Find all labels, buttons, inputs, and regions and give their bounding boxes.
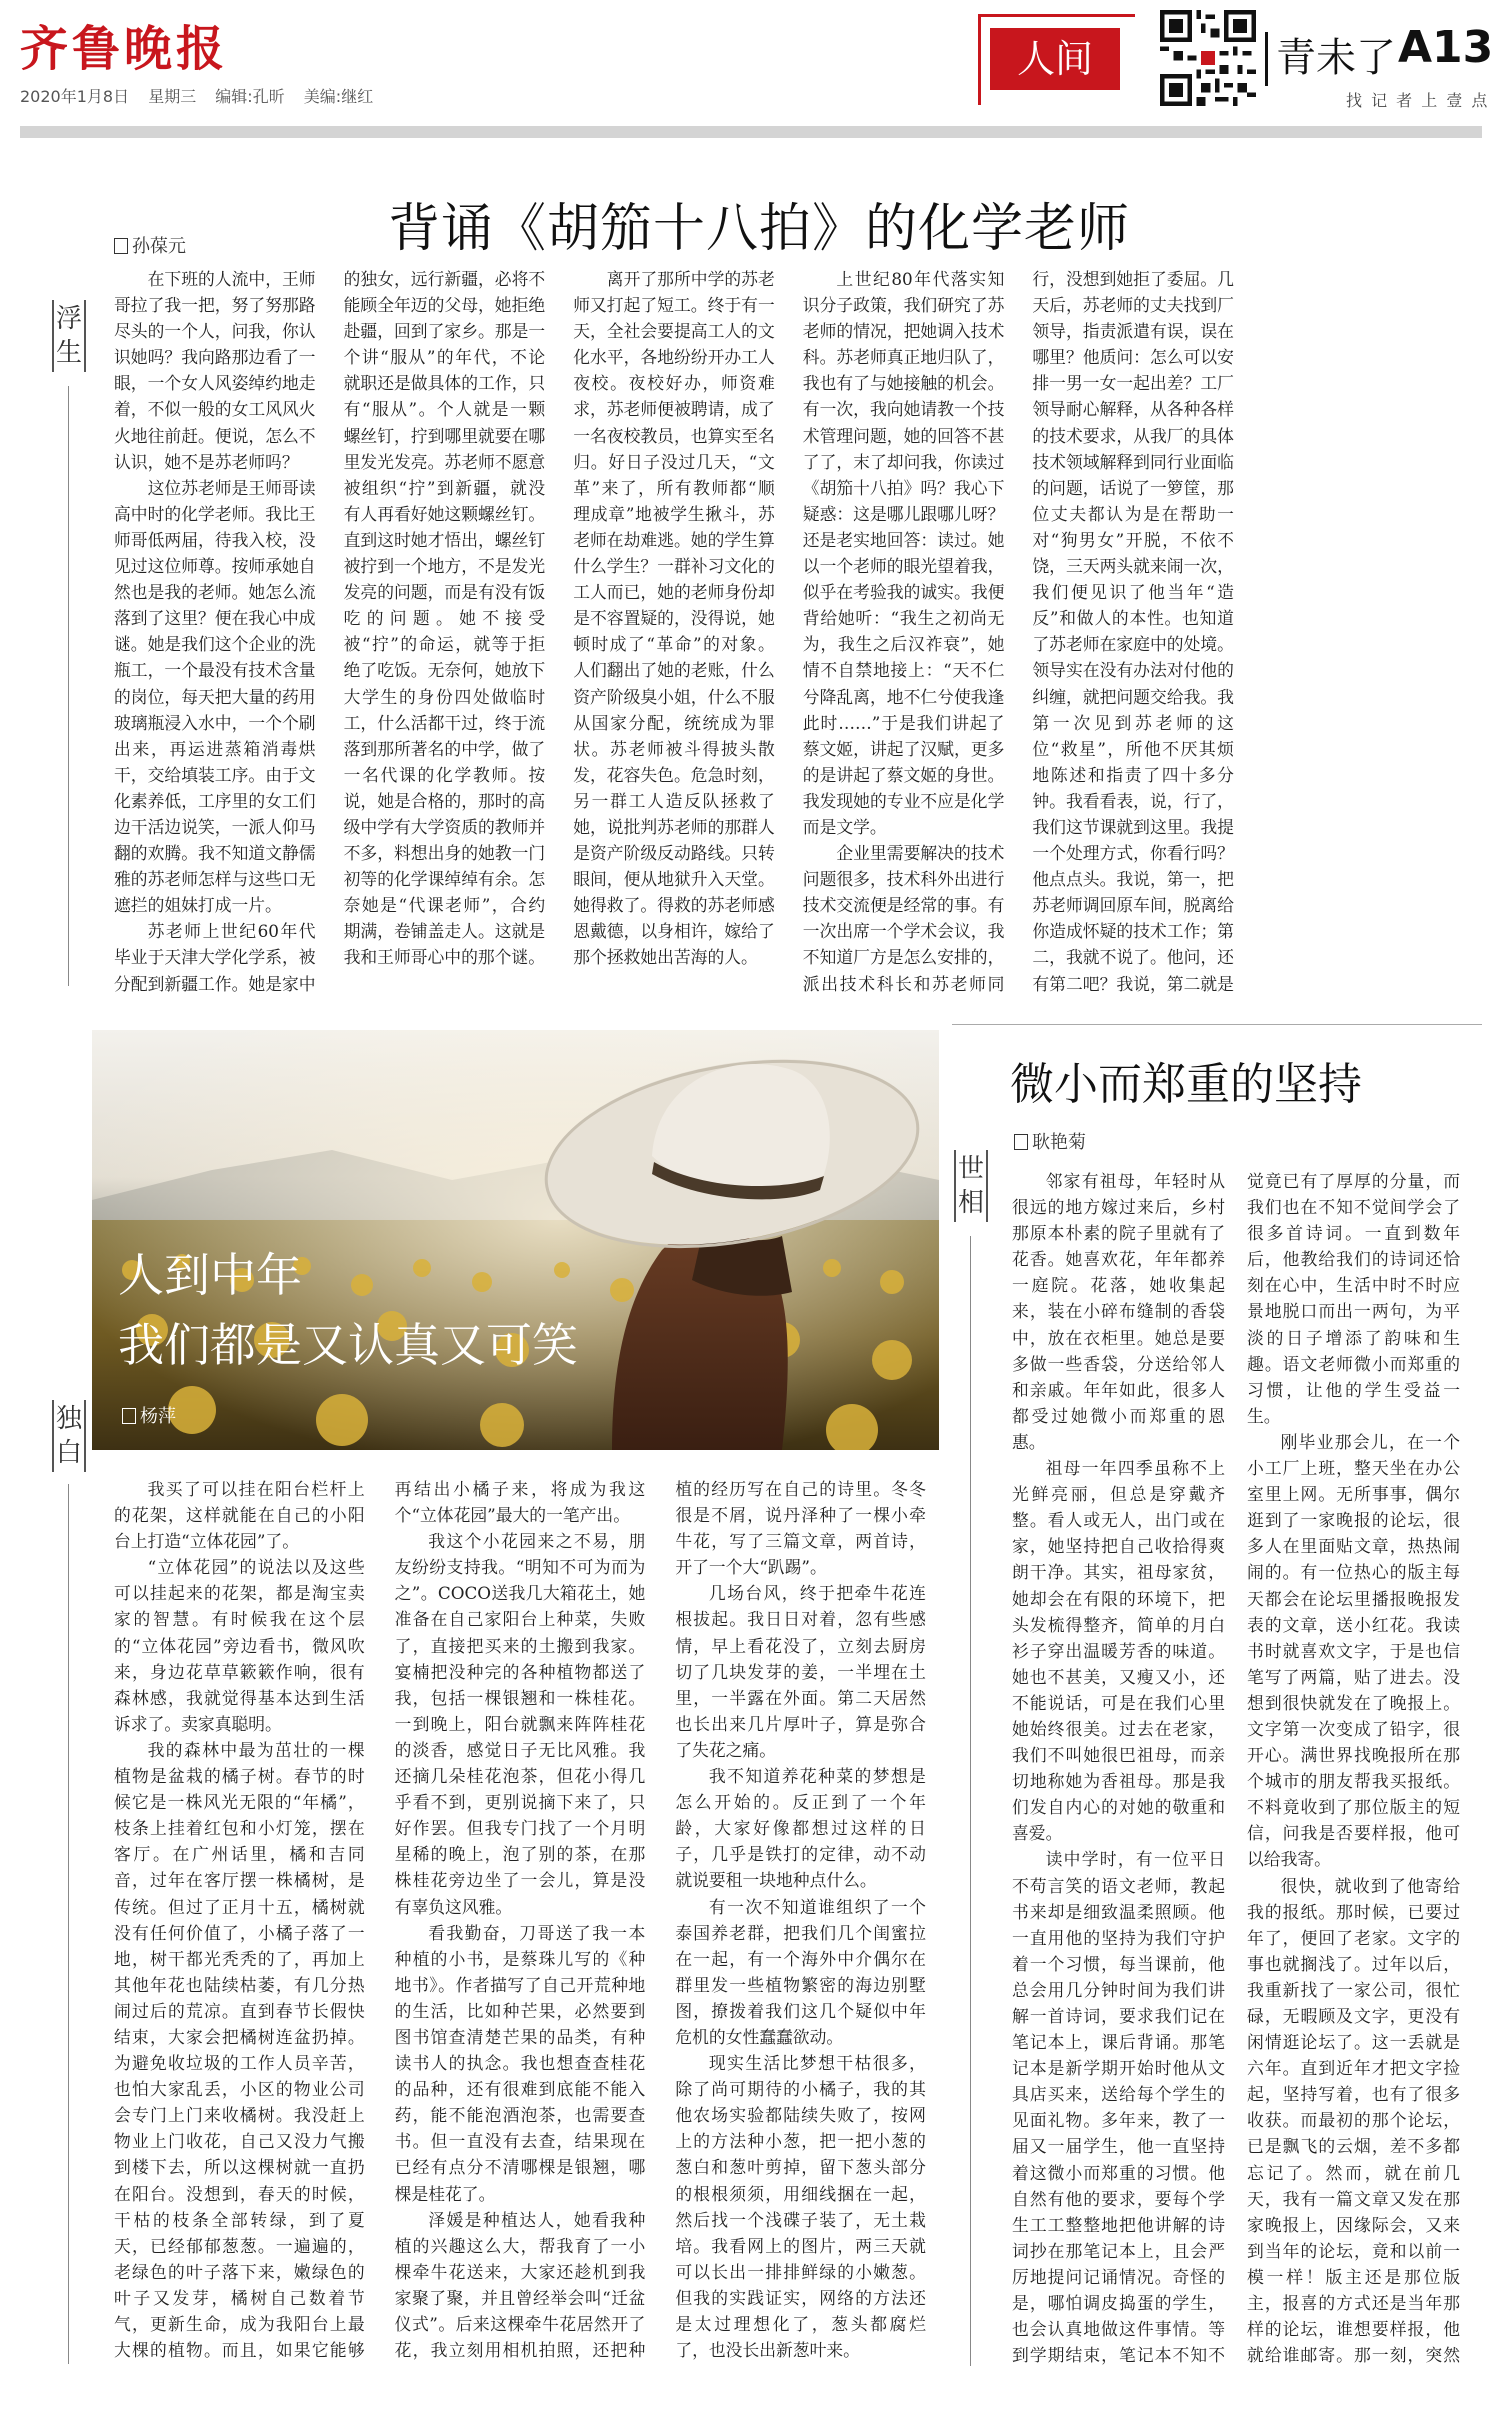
- article2-paragraph: 看我勤奋，刀哥送了我一本种植的小书，是蔡珠儿写的《种地书》。作者描写了自己开荒种地的生活，比如种芒果，必然要到图书馆查清楚芒果的品类，有种读书人的执念。我也想查查桂花的品种，还有很难到底能不能入药，能不能泡酒泡茶，也需要查书。但一直没有去查，结果现在已经有点分不清哪棵是银翘，哪棵是桂花了。: [394, 1922, 646, 2204]
- issue-weekday: 星期三: [148, 87, 197, 106]
- page-number: A13: [1398, 22, 1494, 73]
- article2-title-line2: 我们都是又认真又可笑: [118, 1318, 578, 1372]
- article1-column-rule: [68, 386, 69, 986]
- article3-paragraph: 刚毕业那会儿，在一个小工厂上班，整天坐在办公室里上网。无所事事，偶尔逛到了一家晚报的论坛，很多人在里面贴文章，热热闹闹的。有一位热心的版主每天都会在论坛里播报晚报发表的文章，送小红花。我读书时就喜欢文字，于是也信笔写了两篇，贴了进去。没想到很快就发在了晚报上。文字第一次变成了铅字，很开心。满世界找晚报所在那个城市的朋友帮我买报纸。不料竟收到了那位版主的短信，问我是否要样报，他可以给我寄。: [1247, 1431, 1460, 1870]
- article2-paragraph: 我不知道养花种菜的梦想是怎么开始的。反正到了一个年龄，大家好像都想过这样的日子，几乎是铁打的定律，动不动就说要租一块地种点什么。: [675, 1766, 926, 1891]
- article1-paragraph: 苏老师上世纪60年代毕业于天津大学化学系，被分配到新疆工作。她是家中的独女，远行新疆，必将不能顾全年迈的父母，她拒绝赴疆，回到了家乡。那是一个讲“服从”的年代，不论就职还是做具体的工作，只有“服从”。个人就是一颗螺丝钉，拧到哪里就要在哪里发光发亮。苏老师不愿意被组织“拧”到新疆，就没有人再看好她这颗螺丝钉。直到这时她才悟出，螺丝钉被拧到一个地方，不是发光发亮的问题，而是有没有饭吃的问题。她不接受被“拧”的命运，就等于拒绝了吃饭。无奈何，她放下大学生的身份四处做临时工，什么活都干过，终于流落到那所著名的中学，做了一名代课的化学教师。按说，她是合格的，那时的高级中学有大学资质的教师并不多，料想出身的她教一门初等的化学课绰绰有余。怎奈她是“代课老师”，合约期满，卷铺盖走人。这就是我和王师哥心中的那个谜。: [114, 269, 546, 994]
- page-section-title: 青未了: [1276, 35, 1396, 81]
- page-title-separator: [1265, 32, 1268, 86]
- article3-paragraph: 读中学时，有一位平日不苟言笑的语文老师，教起书来却是细致温柔照顾。他一直用他的坚持为我们守护着一个习惯，每当课前，他总会用几分钟时间为我们讲解一首诗词，要求我们记在笔记本上，课后背诵。那笔记本是新学期开始时他从文具店买来，送给每个学生的见面礼物。多年来，教了一届又一届学生，他一直坚持着这微小而郑重的习惯。他自然有他的要求，要每个学生工工整整地把他讲解的诗词抄在那笔记本上，且会严厉地提问记诵情况。奇怪的是，哪怕调皮捣蛋的学生，也会认真地做这件事情。等到学期结束，笔记本不知不觉竟已有了厚厚的分量，而我们也在不知不觉间学会了很多首诗词。一直到数年后，他教给我们的诗词还恰刻在心中，生活中时不时应景地脱口而出一两句，为平淡的日子增添了韵味和生趣。语文老师微小而郑重的习惯，让他的学生受益一生。: [1012, 1171, 1460, 2366]
- article2-column-tag: 独白: [52, 1400, 86, 1472]
- article3-column-rule: [970, 1236, 971, 2366]
- article3-paragraph: 祖母一年四季虽称不上光鲜亮丽，但总是穿戴齐整。看人或无人，出门或在家，她坚持把自己收拾得爽朗干净。其实，祖母家贫，她却会在有限的环境下，把头发梳得整齐，简单的月白衫子穿出温暖芳香的味道。她也不甚美，又瘦又小，还不能说话，可是在我们心里她始终很美。过去在老家，我们不叫她很巴祖母，而亲切地称她为香祖母。那是我们发自内心的对她的敬重和喜爱。: [1012, 1458, 1225, 1844]
- article1-paragraph: 这位苏老师是王师哥读高中时的化学老师。我比王师哥低两届，待我入校，没见过这位师尊。按师承她自然也是我的老师。她怎么流落到了这里？便在我心中成谜。她是我们这个企业的洗瓶工，一个最没有技术含量的岗位，每天把大量的药用玻璃瓶浸入水中，一个个刷出来，再运进蒸箱消毒烘干，交给填装工序。由于文化素养低，工序里的女工们边干活边说笑，一派人仰马翻的欢腾。我不知道文静儒雅的苏老师怎样与这些口无遮拦的姐妹打成一片。: [114, 477, 316, 916]
- article1-byline: 孙葆元: [114, 232, 186, 258]
- article2-title-line1: 人到中年: [118, 1248, 302, 1302]
- article2-paragraph: 泽媛是种植达人，她看我种植的兴趣这么大，帮我育了一小棵牵牛花送来，大家还趁机到我家聚了聚，并且曾经举会叫“迁盆仪式”。后来这棵牵牛花居然开了花，我立刻用相机拍照，还把种植的经历写在自己的诗里。冬冬很是不屑，说丹泽种了一棵小牵牛花，写了三篇文章，两首诗，开了一个大“趴踢”。: [394, 1479, 926, 2361]
- article3-title: 微小而郑重的坚持: [1010, 1059, 1362, 1110]
- article1-paragraph: 企业里需要解决的技术问题很多，技术科外出进行技术交流便是经常的事。有一次出席一个学术会议，我不知道厂方是怎么安排的，派出技术科长和苏老师同行，没想到她拒了委屈。几天后，苏老师的丈夫找到厂领导，指责派遣有误，误在哪里？他质问：怎么可以安排一男一女一起出差？工厂领导耐心解释，从各种各样的技术要求，从我厂的具体技术领域解释到同行业面临的问题，话说了一箩筐，那位丈夫都认为是在帮助一对“狗男女”开脱，不依不饶，三天两头就来闹一次，我们便见识了他当年“造反”和做人的本性。也知道了苏老师在家庭中的处境。领导实在没有办法对付他的纠缠，就把问题交给我。我第一次见到苏老师的这位“救星”，所他不厌其烦地陈述和指责了四十多分钟。我看看表，说，行了，我们这节课就到这里。我提一个处理方式，你看行吗？他点点头。我说，第一，把苏老师调回原车间，脱离给你造成怀疑的技术工作；第二，我就不说了。他问，还有第二吧？我说，第二就是: [802, 269, 1234, 994]
- article1-paragraph: 离开了那所中学的苏老师又打起了短工。终于有一天，全社会要提高工人的文化水平，各地纷纷开办工人夜校。夜校好办，师资难求，苏老师便被聘请，成了一名夜校教员，也算实至名归。好日子没过几天，“文革”来了，所有教师都“顺理成章”地被学生揪斗，苏老师在劫难逃。她的学生算什么学生？一群补习文化的工人而已，她的老师身份却是不容置疑的，没得说，她顿时成了“革命”的对象。人们翻出了她的老账，什么资产阶级臭小姐，什么不服从国家分配，统统成为罪状。苏老师被斗得披头散发，花容失色。危急时刻，另一群工人造反队拯救了她，说批判苏老师的那群人是资产阶级反动路线。只转眼间，便从地狱升入天堂。她得救了。得救的苏老师感恩戴德，以身相许，嫁给了那个拯救她出苦海的人。: [573, 269, 775, 968]
- article3-top-rule: [952, 1024, 1482, 1025]
- article2-paragraph: 我买了可以挂在阳台栏杆上的花架，这样就能在自己的小阳台上打造“立体花园”了。: [114, 1479, 365, 1552]
- article1-paragraph: 在下班的人流中，王师哥拉了我一把，努了努那路尽头的一个人，问我，你认识她吗？我向路那边看了一眼，一个女人风姿绰约地走着，不似一般的女工风风火火地往前赶。便说，怎么不认识，她不是苏老师吗？: [114, 269, 316, 472]
- article2-paragraph: 我这个小花园来之不易，朋友纷纷支持我。“明知不可为而为之”。COCO送我几大箱花土，她准备在自己家阳台上种菜，失败了，直接把买来的土搬到我家。宴楠把没种完的各种植物都送了我，包括一棵银翘和一株桂花。一到晚上，阳台就飘来阵阵桂花的淡香，感觉日子无比风雅。我还摘几朵桂花泡茶，但花小得几乎看不到，更别说摘下来了，只好作罢。但我专门找了一个月明星稀的晚上，泡了别的茶，在那株桂花旁边坐了一会儿，算是没有辜负这风雅。: [394, 1531, 646, 1917]
- article3-column-tag: 世相: [954, 1150, 988, 1222]
- article3-paragraph: 很快，就收到了他寄给我的报纸。那时候，已要过年了，便回了老家。文字的事也就搁浅了。过年以后，我重新找了一家公司，很忙碌，无暇顾及文字，更没有闲情逛论坛了。这一丢就是六年。直到近年才把文字捡起，坚持写着，也有了很多收获。而最初的那个论坛，已是飘飞的云烟，差不多都忘记了。然而，就在前几天，我有一篇文章又发在那家晚报上，因缘际会，又来到当年的论坛，竟和以前一模一样！版主还是那位版主，报喜的方式还是当年那样的论坛，谁想要样报，他就给谁邮寄。那一刻，突然: [1247, 1875, 1460, 2366]
- editor-credit: 编辑:孔昕: [215, 87, 285, 106]
- article2-column-rule: [68, 1484, 69, 2364]
- issue-date: 2020年1月8日: [20, 87, 130, 106]
- article2-paragraph: 有一次不知道谁组织了一个泰国养老群，把我们几个闺蜜拉在一起，有一个海外中介偶尔在群里发一些植物繁密的海边别墅图，撩拨着我们这几个疑似中年危机的女性蠢蠢欲动。: [675, 1896, 926, 2047]
- article1-title: 背诵《胡笳十八拍》的化学老师: [388, 199, 1131, 259]
- article3-body: [1012, 1168, 1460, 2388]
- article2-paragraph: 几场台风，终于把牵牛花连根拔起。我日日对着，忽有些感情，早上看花没了，立刻去厨房切了几块发芽的姜，一半埋在土里，一半露在外面。第二天居然也长出来几片厚叶子，算是弥合了失花之痛。: [675, 1583, 926, 1760]
- article2-byline: 杨萍: [122, 1402, 176, 1428]
- article1-body: [114, 266, 1234, 1008]
- section-badge: 人间: [990, 28, 1120, 90]
- article2-paragraph: “立体花园”的说法以及这些可以挂起来的花架，都是淘宝卖家的智慧。有时候我在这个层的“立体花园”旁边看书，微风吹来，身边花草草簌簌作响，很有森林感，我就觉得基本达到生活诉求了。卖家真聪明。: [114, 1557, 365, 1734]
- article3-byline: 耿艳菊: [1014, 1128, 1086, 1154]
- article2-title: [118, 1240, 578, 1380]
- reporter-tagline: 找 记 者 上 壹 点: [1346, 91, 1490, 110]
- article3-paragraph: 邻家有祖母，年轻时从很远的地方嫁过来后，乡村那原本朴素的院子里就有了花香。她喜欢花，年年都养一庭院。花落，她收集起来，装在小碎布缝制的香袋中，放在衣柜里。她总是要多做一些香袋，分送给邻人和亲戚。年年如此，很多人都受过她微小而郑重的恩惠。: [1012, 1171, 1225, 1452]
- article2-paragraph: 现实生活比梦想干枯很多，除了尚可期待的小橘子，我的其他农场实验都陆续失败了，按网上的方法种小葱，把一把小葱的葱白和葱叶剪掉，留下葱头部分的根根须须，用细线捆在一起，然后找一个浅碟子装了，无土栽培。我看网上的图片，两三天就可以长出一排排鲜绿的小嫩葱。但我的实践证实，网络的方法还是太过理想化了，葱头都腐烂了，也没长出新葱叶来。: [675, 2053, 926, 2361]
- newspaper-name: 齐鲁晚报: [20, 21, 229, 77]
- issue-info: [20, 84, 373, 107]
- qr-code-icon: [1160, 10, 1256, 106]
- article1-column-tag: 浮生: [52, 300, 86, 372]
- article1-paragraph: 上世纪80年代落实知识分子政策，我们研究了苏老师的情况，把她调入技术科。苏老师真正地归队了，我也有了与她接触的机会。有一次，我向她请教一个技术管理问题，她的回答不甚了了，末了却问我，你读过《胡笳十八拍》吗？我心下疑惑：这是哪儿跟哪儿呀？还是老实地回答：读过。她以一个老师的眼光望着我，似乎在考验我的诚实。我便背给她听：“我生之初尚无为，我生之后汉祚衰”，她情不自禁地接上：“天不仁兮降乱离，地不仁兮使我逢此时……”于是我们讲起了蔡文姬，讲起了汉赋，更多的是讲起了蔡文姬的身世。我发现她的专业不应是化学而是文学。: [802, 269, 1005, 837]
- article2-paragraph: 我的森林中最为茁壮的一棵植物是盆栽的橘子树。春节的时候它是一株风光无限的“年橘”，枝条上挂着红包和小灯笼，摆在客厅。在广州话里，橘和吉同音，过年在客厅摆一株橘树，是传统。但过了正月十五，橘树就没有任何价值了，小橘子落了一地，树干都光秃秃的了，再加上其他年花也陆续枯萎，有几分热闹过后的荒凉。直到春节长假快结束，大家会把橘树连盆扔掉。为避免收垃圾的工作人员辛苦，也怕大家乱丢，小区的物业公司会专门上门来收橘树。我没赶上物业上门收花，自己又没力气搬到楼下去，所以这棵树就一直扔在阳台。没想到，春天的时候，干枯的枝条全部转绿，到了夏天，已经郁郁葱葱。一遍遍的，老绿色的叶子落下来，嫩绿色的叶子又发芽，橘树自己数着节气，更新生命，成为我阳台上最大棵的植物。而且，如果它能够再结出小橘子来，将成为我这个“立体花园”最大的一笔产出。: [114, 1479, 646, 2361]
- designer-credit: 美编:继红: [303, 87, 374, 106]
- header-rule: [20, 126, 1482, 138]
- article2-body: [114, 1476, 926, 2388]
